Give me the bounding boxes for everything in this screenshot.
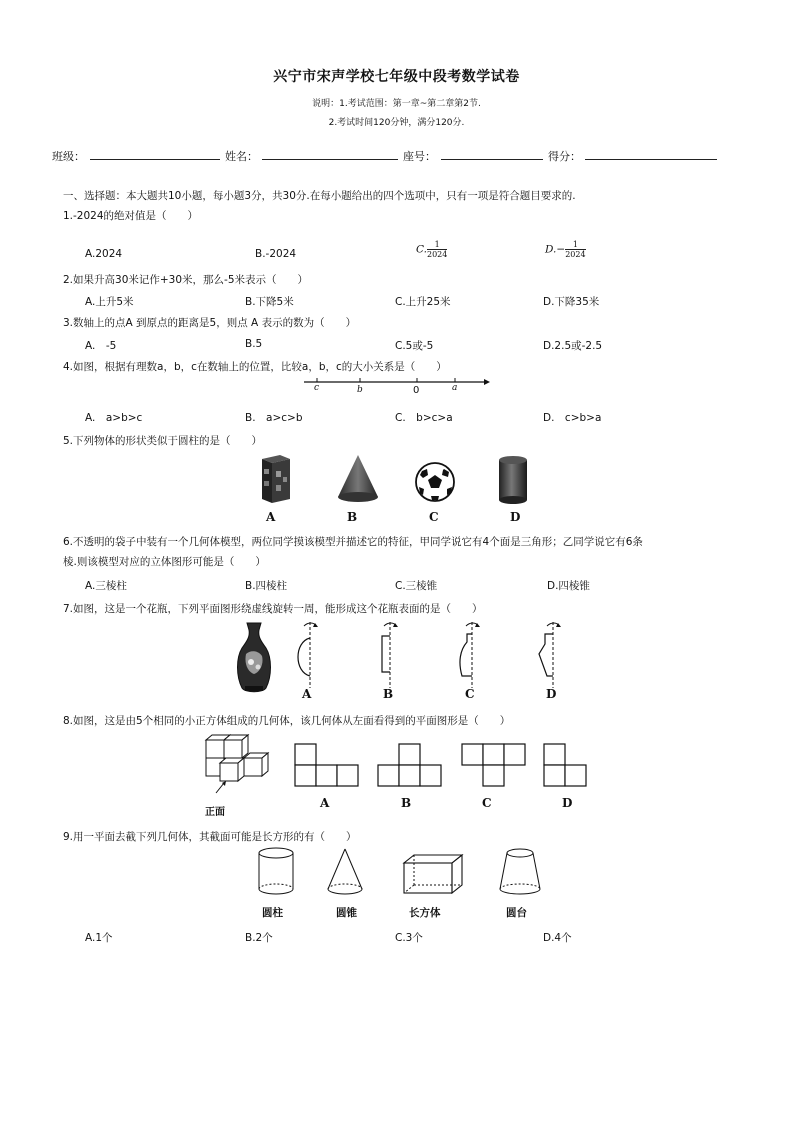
exam-note-1: 说明：1.考试范围：第一章~第二章第2节.: [312, 99, 481, 109]
name-label: 姓名：: [225, 150, 258, 163]
vase-icon: [234, 620, 274, 696]
q7-shape-a: [290, 620, 324, 690]
q9-option-c: C.3个: [395, 932, 423, 944]
soccer-ball-icon: [414, 461, 456, 503]
q3-option-a: A. -5: [85, 340, 117, 352]
q1-d-prefix: D.−: [545, 243, 566, 256]
q8-label-d: D: [562, 796, 573, 810]
q6-option-c: C.三棱锥: [395, 580, 438, 592]
q4-option-b: B. a>c>b: [245, 412, 303, 424]
q2-option-b: B.下降5米: [245, 296, 294, 308]
q9-cuboid-icon: [402, 853, 466, 899]
q1-d-den: 2024: [565, 250, 586, 259]
q7-shape-c: [452, 620, 486, 690]
q4-option-c: C. b>c>a: [395, 412, 453, 424]
class-blank[interactable]: [90, 159, 220, 160]
q5-label-d: D: [510, 510, 521, 524]
q1-d-num: 1: [565, 240, 585, 250]
q9-label-cone: 圆锥: [336, 907, 357, 919]
q7-label-d: D: [546, 687, 557, 701]
cylinder-object-icon: [497, 455, 531, 505]
q8-label-c: C: [482, 796, 492, 810]
q2-option-a: A.上升5米: [85, 296, 134, 308]
q4-number-line: [302, 370, 492, 400]
q1-d-fraction: [565, 240, 585, 259]
q7-label-c: C: [465, 687, 475, 701]
q9-stem: 9.用一平面去截下列几何体，其截面可能是长方形的有（ ）: [63, 831, 357, 843]
q8-option-c-figure: [461, 743, 529, 789]
q1-option-b: B.-2024: [255, 248, 297, 260]
q6-option-b: B.四棱柱: [245, 580, 288, 592]
q9-option-b: B.2个: [245, 932, 273, 944]
q9-option-d: D.4个: [543, 932, 572, 944]
q1-option-a: A.2024: [85, 248, 123, 260]
q1-c-fraction: [427, 240, 447, 259]
q4-option-d: D. c>b>a: [543, 412, 602, 424]
q8-stem: 8.如图，这是由5个相同的小正方体组成的几何体，该几何体从左面看得到的平面图形是（ ）: [63, 715, 511, 727]
cone-object-icon: [336, 453, 382, 505]
cube-object-icon: [258, 453, 294, 505]
q1-c-num: 1: [427, 240, 447, 250]
q9-label-frustum: 圆台: [506, 907, 527, 919]
class-label: 班级：: [52, 150, 85, 163]
q7-shape-b: [372, 620, 406, 690]
q7-shape-d: [533, 620, 567, 690]
q6-stem-line2: 棱.则该模型对应的立体图形可能是（ ）: [63, 556, 266, 568]
front-view-label: 正面: [205, 807, 225, 818]
q5-stem: 5.下列物体的形状类似于圆柱的是（ ）: [63, 435, 263, 447]
q7-label-a: A: [302, 687, 312, 701]
q9-cone-icon: [325, 847, 365, 897]
q8-label-a: A: [320, 796, 330, 810]
q1-option-c: [416, 240, 447, 259]
q6-option-a: A.三棱柱: [85, 580, 127, 592]
q8-label-b: B: [401, 796, 412, 810]
q3-option-c: C.5或-5: [395, 340, 434, 352]
q1-stem: 1.-2024的绝对值是（ ）: [63, 210, 199, 222]
q2-stem: 2.如果升高30米记作+30米，那么-5米表示（ ）: [63, 274, 309, 286]
q9-label-cuboid: 长方体: [409, 907, 441, 919]
q8-option-d-figure: [543, 743, 591, 789]
score-blank[interactable]: [585, 159, 717, 160]
section-heading: 一、选择题：本大题共10小题，每小题3分，共30分.在每小题给出的四个选项中，只有一项是符合题目要求的.: [63, 190, 576, 202]
name-blank[interactable]: [262, 159, 398, 160]
score-label: 得分：: [548, 150, 581, 163]
q5-label-c: C: [429, 510, 439, 524]
q3-option-d: D.2.5或-2.5: [543, 340, 603, 352]
q8-option-a-figure: [294, 743, 362, 789]
q9-frustum-icon: [497, 847, 543, 897]
q2-option-d: D.下降35米: [543, 296, 600, 308]
q6-stem-line1: 6.不透明的袋子中装有一个几何体模型，两位同学摸该模型并描述它的特征，甲同学说它有4个面是三角形；乙同学说它有6条: [63, 536, 643, 548]
q3-stem: 3.数轴上的点A 到原点的距离是5，则点 A 表示的数为（ ）: [63, 317, 357, 329]
q1-option-d: [545, 240, 586, 259]
q9-label-cylinder: 圆柱: [262, 907, 283, 919]
q1-c-den: 2024: [427, 250, 448, 259]
seat-blank[interactable]: [441, 159, 543, 160]
q2-option-c: C.上升25米: [395, 296, 451, 308]
q5-label-a: A: [266, 510, 276, 524]
seat-label: 座号：: [403, 150, 436, 163]
axis-label-b: b: [357, 385, 363, 395]
q7-stem: 7.如图，这是一个花瓶，下列平面图形绕虚线旋转一周，能形成这个花瓶表面的是（ ）: [63, 603, 483, 615]
q6-option-d: D.四棱锥: [547, 580, 590, 592]
q9-option-a: A.1个: [85, 932, 113, 944]
axis-label-c: c: [314, 383, 320, 393]
q7-label-b: B: [383, 687, 394, 701]
q5-label-b: B: [347, 510, 358, 524]
q4-option-a: A. a>b>c: [85, 412, 143, 424]
q9-cylinder-icon: [256, 847, 296, 897]
q8-option-b-figure: [377, 743, 445, 789]
q4-stem: 4.如图，根据有理数a，b，c在数轴上的位置，比较a，b，c的大小关系是（ ）: [63, 361, 447, 373]
exam-note-2: 2.考试时间120分钟，满分120分.: [328, 118, 465, 128]
q3-option-b: B.5: [245, 338, 263, 350]
axis-label-0: 0: [413, 385, 420, 396]
axis-label-a: a: [452, 383, 458, 393]
q1-c-prefix: C.: [416, 243, 427, 256]
q8-cube-solid: [200, 733, 280, 795]
exam-title: 兴宁市宋声学校七年级中段考数学试卷: [273, 69, 520, 85]
